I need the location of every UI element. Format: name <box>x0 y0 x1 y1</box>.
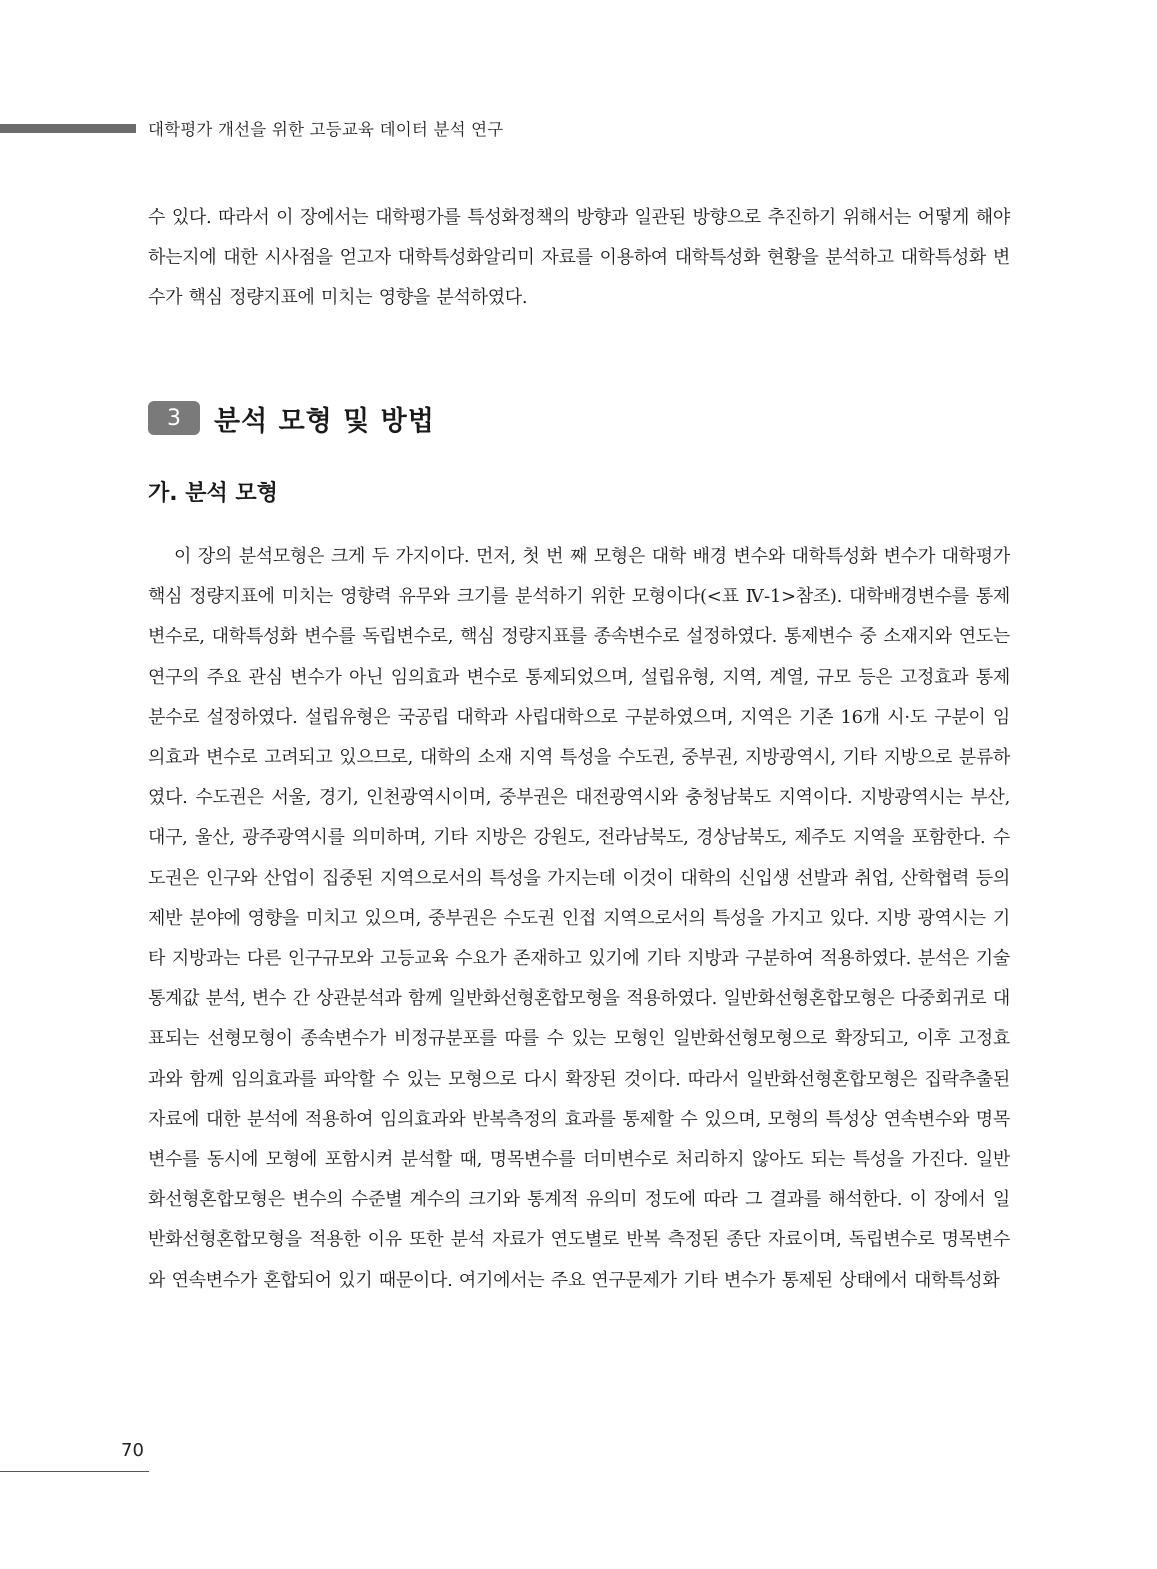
body-paragraph: 이 장의 분석모형은 크게 두 가지이다. 먼저, 첫 번 째 모형은 대학 배경 변수와 대학특성화 변수가 대학평가 핵심 정량지표에 미치는 영향력 유무와 크기를 분석하기 위한 모형이다(<표 Ⅳ-1>참조). 대학배경변수를 통제변수로, 대학특성화 변수를 독립변수로, 핵심 정량지표를 종속변수로 설정하였다. 통제변수 중 소재지와 연도는 연구의 주요 관심 변수가 아닌 임의효과 변수로 통제되었으며, 설립유형, 지역, 계열, 규모 등은 고정효과 통제 분수로 설정하였다. 설립유형은 국공립 대학과 사립대학으로 구분하였으며, 지역은 기존 16개 시·도 구분이 임의효과 변수로 고려되고 있으므로, 대학의 소재 지역 특성을 수도권, 중부권, 지방광역시, 기타 지방으로 분류하였다. 수도권은 서울, 경기, 인천광역시이며, 중부권은 대전광역시와 충청남북도 지역이다. 지방광역시는 부산, 대구, 울산, 광주광역시를 의미하며, 기타 지방은 강원도, 전라남북도, 경상남북도, 제주도 지역을 포함한다. 수도권은 인구와 산업이 집중된 지역으로서의 특성을 가지는데 이것이 대학의 신입생 선발과 취업, 산학협력 등의 제반 분야에 영향을 미치고 있으며, 중부권은 수도권 인접 지역으로서의 특성을 가지고 있다. 지방 광역시는 기타 지방과는 다른 인구규모와 고등교육 수요가 존재하고 있기에 기타 지방과 구분하여 적용하였다. 분석은 기술통계값 분석, 변수 간 상관분석과 함께 일반화선형혼합모형을 적용하였다. 일반화선형혼합모형은 다중회귀로 대표되는 선형모형이 종속변수가 비정규분포를 따를 수 있는 모형인 일반화선형모형으로 확장되고, 이후 고정효과와 함께 임의효과를 파악할 수 있는 모형으로 다시 확장된 것이다. 따라서 일반화선형혼합모형은 집락추출된 자료에 대한 분석에 적용하여 임의효과와 반복측정의 효과를 통제할 수 있으며, 모형의 특성상 연속변수와 명목변수를 동시에 모형에 포함시켜 분석할 때, 명목변수를 더미변수로 처리하지 않아도 되는 특성을 가진다. 일반화선형혼합모형은 변수의 수준별 계수의 크기와 통계적 유의미 정도에 따라 그 결과를 해석한다. 이 장에서 일반화선형혼합모형을 적용한 이유 또한 분석 자료가 연도별로 반복 측정된 종단 자료이며, 독립변수로 명목변수와 연속변수가 혼합되어 있기 때문이다. 여기에서는 주요 연구문제가 기타 변수가 통제된 상태에서 대학특성화 <box>148 546 1010 1291</box>
header-bar <box>0 124 136 133</box>
running-header <box>0 112 1157 144</box>
header-title: 대학평가 개선을 위한 고등교육 데이터 분석 연구 <box>148 120 504 139</box>
footer-rule <box>0 1471 149 1472</box>
intro-section <box>148 198 1010 319</box>
section-heading <box>148 401 435 435</box>
body-section <box>148 537 1010 1301</box>
page-number: 70 <box>121 1440 144 1461</box>
subsection-title: 가. 분석 모형 <box>148 481 278 506</box>
intro-paragraph: 수 있다. 따라서 이 장에서는 대학평가를 특성화정책의 방향과 일관된 방향으로 추진하기 위해서는 어떻게 해야 하는지에 대한 시사점을 얻고자 대학특성화알리미 자료를 이용하여 대학특성화 현황을 분석하고 대학특성화 변수가 핵심 정량지표에 미치는 영향을 분석하였다. <box>148 207 1010 309</box>
section-title: 분석 모형 및 방법 <box>214 405 435 437</box>
section-number-badge: 3 <box>148 401 200 435</box>
